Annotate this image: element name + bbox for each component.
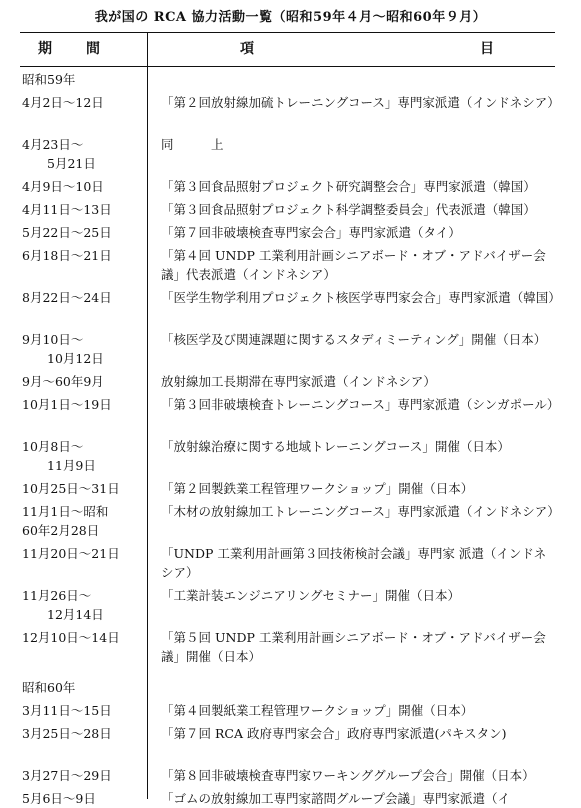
table-row <box>20 628 555 666</box>
period-cell: 9月10日～ 10月12日 <box>22 332 104 366</box>
table-row <box>20 502 560 540</box>
period-cell: 4月23日～ 5月21日 <box>22 137 96 171</box>
rows-1985 <box>20 701 555 808</box>
item-cell: 「第８回非破壊検査専門家ワーキンググループ会合」開催（日本） <box>161 768 535 783</box>
period-cell: 3月11日～15日 <box>22 703 112 718</box>
page-title: 我が国の RCA 協力活動一覧（昭和59年４月～昭和60年９月） <box>94 10 487 25</box>
period-cell: 4月9日～10日 <box>22 179 104 194</box>
table-row <box>20 223 555 242</box>
item-cell: 「木材の放射線加工トレーニングコース」専門家派遣（インドネシア） <box>161 504 560 519</box>
item-cell: 「核医学及び関連課題に関するスタディミーティング」開催（日本） <box>161 332 547 347</box>
table-row <box>20 372 555 391</box>
header-item-right: 目 <box>480 41 496 57</box>
table-row <box>20 246 555 284</box>
table-row <box>20 701 555 720</box>
item-cell: 「ゴムの放射線加工専門家諮問グループ会議」専門家派遣（イ <box>161 791 511 806</box>
item-cell: 「第４回製紙業工程管理ワークショップ」開催（日本） <box>161 703 474 718</box>
period-cell: 9月～60年9月 <box>22 374 104 389</box>
period-cell: 5月22日～25日 <box>22 225 112 240</box>
table-row <box>20 544 555 582</box>
period-cell: 12月10日～14日 <box>22 630 120 645</box>
table-row <box>20 177 555 196</box>
item-cell: 「第３回食品照射プロジェクト研究調整会合」専門家派遣（韓国） <box>161 179 536 194</box>
item-cell: 「第３回食品照射プロジェクト科学調整委員会」代表派遣（韓国） <box>161 202 536 217</box>
period-cell: 4月2日～12日 <box>22 95 104 110</box>
period-cell: 3月25日～28日 <box>22 726 112 741</box>
item-cell: 「第５回 UNDP 工業利用計画シニアボード・オブ・アドバイザー会議」開催（日本） <box>161 630 546 664</box>
item-cell: 「第４回 UNDP 工業利用計画シニアボード・オブ・アドバイザー会議」代表派遣（インドネシア） <box>161 248 546 282</box>
table-row <box>20 288 561 326</box>
item-cell: 「医学生物学利用プロジェクト核医学専門家会合」専門家派遣（韓国） <box>161 290 561 305</box>
period-cell: 10月25日～31日 <box>22 481 120 496</box>
item-cell: 放射線加工長期滞在専門家派遣（インドネシア） <box>161 374 436 389</box>
table-row <box>20 766 555 785</box>
year-row-60 <box>20 678 555 697</box>
period-cell: 10月1日～19日 <box>22 397 112 412</box>
item-cell: 「第２回放射線加硫トレーニングコース」専門家派遣（インドネシア） <box>161 95 560 110</box>
header-period: 期 間 <box>38 41 102 57</box>
table-body <box>20 70 561 808</box>
year-row-59 <box>20 70 555 89</box>
item-cell: 「第７回 RCA 政府専門家会合」政府専門家派遣(パキスタン) <box>161 726 507 741</box>
period-cell: 6月18日～21日 <box>22 248 112 263</box>
period-cell: 11月20日～21日 <box>22 546 120 561</box>
table-row <box>20 586 555 624</box>
period-cell: 4月11日～13日 <box>22 202 112 217</box>
year-label: 昭和60年 <box>22 680 76 695</box>
item-cell: 同 上 <box>161 137 224 152</box>
table-row <box>20 479 555 498</box>
period-cell: 11月26日～ 12月14日 <box>22 588 104 622</box>
rows-1984 <box>20 93 561 666</box>
period-cell: 8月22日～24日 <box>22 290 112 305</box>
period-cell: 5月6日～9日 <box>22 791 96 806</box>
table-top-rule <box>20 32 555 33</box>
table-row <box>20 200 555 219</box>
period-cell: 3月27日～29日 <box>22 768 112 783</box>
header-item-left: 項 <box>240 41 256 57</box>
item-cell: 「UNDP 工業利用計画第３回技術検討会議」専門家 派遣（インドネシア） <box>161 546 547 580</box>
table-row <box>20 135 555 173</box>
item-cell: 「放射線治療に関する地域トレーニングコース」開催（日本） <box>161 439 510 454</box>
item-cell: 「第７回非破壊検査専門家会合」専門家派遣（タイ） <box>161 225 461 240</box>
item-cell: 「第３回非破壊検査トレーニングコース」専門家派遣（シンガポール） <box>161 397 560 412</box>
item-cell: 「第２回製鉄業工程管理ワークショップ」開催（日本） <box>161 481 474 496</box>
activity-table <box>20 32 561 806</box>
year-label: 昭和59年 <box>22 72 76 87</box>
header-bottom-rule <box>20 66 555 67</box>
table-row <box>20 93 560 131</box>
period-cell: 10月8日～ 11月9日 <box>22 439 96 473</box>
table-row <box>20 437 555 475</box>
table-row <box>20 330 555 368</box>
table-row <box>20 724 555 762</box>
item-cell: 「工業計装エンジニアリングセミナー」開催（日本） <box>161 588 460 603</box>
table-row <box>20 395 560 433</box>
period-cell: 11月1日～昭和 60年2月28日 <box>22 504 109 538</box>
